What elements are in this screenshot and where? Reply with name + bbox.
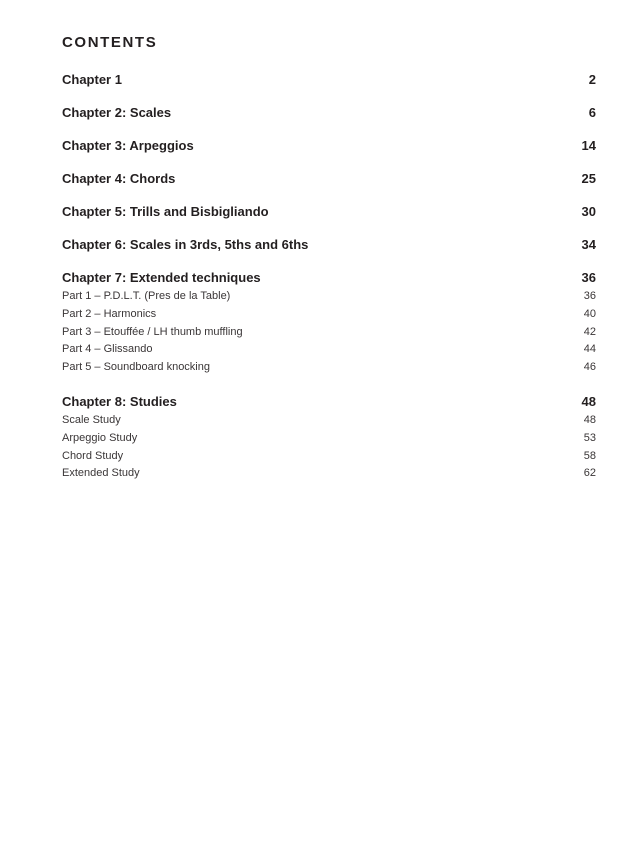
toc-entry-chapter-4[interactable] bbox=[62, 169, 596, 188]
part-title: Part 5 – Soundboard knocking bbox=[62, 361, 210, 374]
study-title: Arpeggio Study bbox=[62, 431, 138, 444]
chapter-page-number: 14 bbox=[581, 138, 596, 153]
chapter-title: Chapter 7: Extended techniques bbox=[62, 270, 261, 285]
toc-entry-scale-study[interactable] bbox=[62, 412, 596, 430]
toc-entry-chapter-2[interactable] bbox=[62, 103, 596, 122]
chapter-title: Chapter 1 bbox=[62, 72, 122, 87]
toc-chapter-2 bbox=[62, 103, 596, 122]
toc-entry-chapter-5[interactable] bbox=[62, 202, 596, 221]
chapter-title: Chapter 4: Chords bbox=[62, 171, 176, 186]
part-title: Part 2 – Harmonics bbox=[62, 307, 157, 320]
toc-entry-chapter-6[interactable] bbox=[62, 235, 596, 254]
chapter-title: Chapter 6: Scales in 3rds, 5ths and 6ths bbox=[62, 237, 309, 252]
toc-chapter-4 bbox=[62, 169, 596, 188]
chapter-title: Chapter 8: Studies bbox=[62, 393, 177, 409]
toc-entry-chord-study[interactable] bbox=[62, 448, 596, 466]
chapter-title: Chapter 5: Trills and Bisbigliando bbox=[62, 204, 269, 219]
study-page-number: 62 bbox=[583, 467, 596, 480]
toc-chapter-3 bbox=[62, 136, 596, 155]
chapter-page-number: 34 bbox=[581, 237, 596, 252]
toc-entry-extended-study[interactable] bbox=[62, 465, 596, 483]
chapter-page-number: 36 bbox=[581, 270, 596, 285]
toc-entry-chapter-1[interactable] bbox=[62, 70, 596, 89]
study-page-number: 48 bbox=[583, 413, 596, 426]
toc-entry-part-3[interactable] bbox=[62, 324, 596, 342]
study-title: Scale Study bbox=[62, 413, 121, 426]
toc-entry-part-1[interactable] bbox=[62, 288, 596, 306]
part-title: Part 1 – P.D.L.T. (Pres de la Table) bbox=[62, 290, 231, 302]
chapter-page-number: 30 bbox=[581, 204, 596, 219]
part-page-number: 40 bbox=[583, 307, 596, 320]
chapter-page-number: 25 bbox=[581, 171, 596, 186]
toc-chapter-5 bbox=[62, 202, 596, 221]
chapter-page-number: 6 bbox=[588, 105, 596, 120]
toc-chapter-8 bbox=[62, 392, 596, 483]
part-page-number: 44 bbox=[583, 343, 596, 356]
part-page-number: 36 bbox=[583, 290, 596, 302]
part-page-number: 46 bbox=[583, 361, 596, 374]
chapter-7-parts bbox=[62, 287, 596, 377]
study-title: Extended Study bbox=[62, 467, 140, 480]
toc-entry-chapter-3[interactable] bbox=[62, 136, 596, 155]
part-title: Part 3 – Etouffée / LH thumb muffling bbox=[62, 325, 243, 338]
toc-entry-part-2[interactable] bbox=[62, 306, 596, 324]
chapter-8-studies bbox=[62, 411, 596, 483]
contents-heading: CONTENTS bbox=[62, 34, 158, 51]
table-of-contents bbox=[62, 70, 596, 483]
chapter-title: Chapter 3: Arpeggios bbox=[62, 138, 194, 153]
study-page-number: 53 bbox=[583, 431, 596, 444]
chapter-title: Chapter 2: Scales bbox=[62, 105, 172, 120]
study-title: Chord Study bbox=[62, 449, 124, 462]
part-title: Part 4 – Glissando bbox=[62, 343, 153, 356]
toc-entry-chapter-7[interactable] bbox=[62, 268, 596, 287]
toc-entry-chapter-8[interactable] bbox=[62, 392, 596, 411]
toc-chapter-6 bbox=[62, 235, 596, 254]
chapter-page-number: 2 bbox=[588, 72, 596, 87]
toc-chapter-7 bbox=[62, 268, 596, 377]
toc-entry-part-4[interactable] bbox=[62, 341, 596, 359]
study-page-number: 58 bbox=[583, 449, 596, 462]
toc-entry-part-5[interactable] bbox=[62, 359, 596, 377]
chapter-page-number: 48 bbox=[581, 393, 596, 409]
toc-chapter-1 bbox=[62, 70, 596, 89]
toc-entry-arpeggio-study[interactable] bbox=[62, 430, 596, 448]
part-page-number: 42 bbox=[583, 325, 596, 338]
